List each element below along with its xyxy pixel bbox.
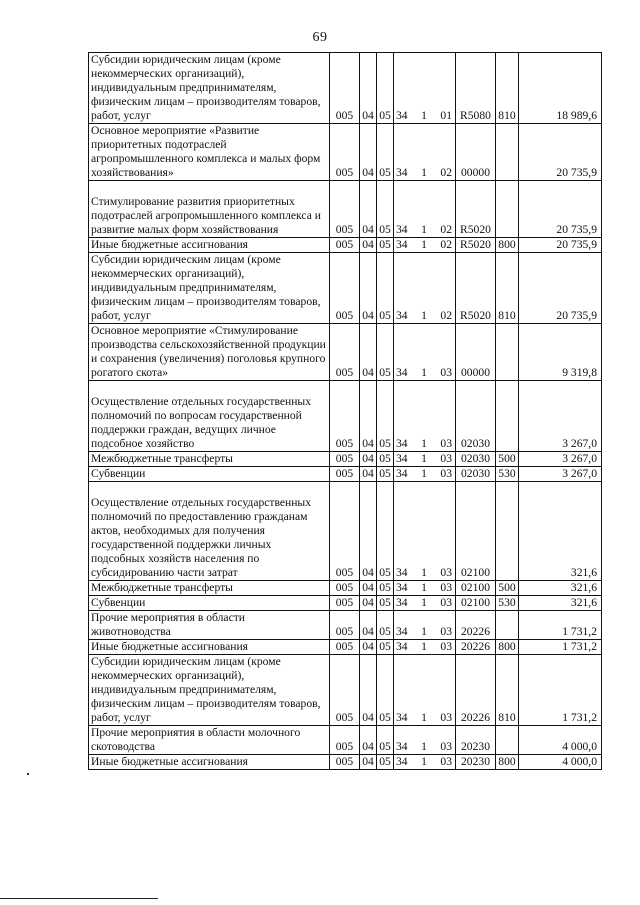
- table-row: [89, 596, 602, 611]
- row-vr-cell: 810: [496, 655, 519, 726]
- row-rz-cell: 04: [360, 381, 377, 452]
- row-csr-part-p2: 1: [421, 581, 427, 594]
- row-pr-cell: 05: [377, 381, 394, 452]
- row-gr-cell: 005: [330, 655, 360, 726]
- row-csr-cell: [394, 381, 456, 452]
- row-csr-cell: [394, 640, 456, 655]
- table-row: [89, 181, 602, 238]
- row-name-cell: Прочие мероприятия в области животноводства: [89, 611, 330, 640]
- row-sum-cell: 20 735,9: [519, 253, 602, 324]
- row-vr-cell: 500: [496, 581, 519, 596]
- row-vr-cell: 530: [496, 596, 519, 611]
- row-gr-cell: 005: [330, 726, 360, 755]
- row-csr-part-p2: 1: [421, 755, 427, 768]
- row-csr-part-p1: 34: [396, 581, 408, 594]
- row-vr-cell: [496, 482, 519, 581]
- row-pr-cell: 05: [377, 482, 394, 581]
- row-csr-cell: [394, 596, 456, 611]
- row-rz-cell: 04: [360, 124, 377, 181]
- row-csr-part-p2: 1: [421, 366, 427, 379]
- row-name-cell: Межбюджетные трансферты: [89, 581, 330, 596]
- row-pr-cell: 05: [377, 238, 394, 253]
- row-csr-part-p3: 03: [440, 740, 452, 753]
- row-vr-cell: 500: [496, 452, 519, 467]
- row-csr-cell: [394, 124, 456, 181]
- row-sum-cell: 1 731,2: [519, 611, 602, 640]
- row-csr-cell: [394, 581, 456, 596]
- row-sum-cell: 18 989,6: [519, 53, 602, 124]
- row-vr-cell: [496, 124, 519, 181]
- row-gr-cell: 005: [330, 181, 360, 238]
- row-csr-cell: [394, 482, 456, 581]
- row-csr-part-p1: 34: [396, 452, 408, 465]
- row-csr-part-p3: 03: [440, 711, 452, 724]
- row-pr-cell: 05: [377, 324, 394, 381]
- row-rz-cell: 04: [360, 726, 377, 755]
- row-csr-part-p1: 34: [396, 740, 408, 753]
- row-csr-part-p3: 03: [440, 581, 452, 594]
- row-csr-part-p2: 1: [421, 740, 427, 753]
- row-pr-cell: 05: [377, 181, 394, 238]
- row-name-cell: Иные бюджетные ассигнования: [89, 238, 330, 253]
- row-gr-cell: 005: [330, 124, 360, 181]
- table-row: [89, 452, 602, 467]
- row-vr-cell: 800: [496, 238, 519, 253]
- row-rz-cell: 04: [360, 581, 377, 596]
- row-gr-cell: 005: [330, 596, 360, 611]
- row-csr-cell: [394, 452, 456, 467]
- row-name-cell: Межбюджетные трансферты: [89, 452, 330, 467]
- row-pr-cell: 05: [377, 755, 394, 770]
- row-vr-cell: 810: [496, 53, 519, 124]
- table-row: [89, 655, 602, 726]
- row-csr-part-p3: 03: [440, 596, 452, 609]
- row-csr-part-p3: 03: [440, 566, 452, 579]
- table-row: [89, 482, 602, 581]
- row-csr-part-p3: 03: [440, 467, 452, 480]
- row-csr-part-p1: 34: [396, 309, 408, 322]
- row-csr-code-cell: 02030: [456, 467, 496, 482]
- row-csr-code-cell: 20230: [456, 755, 496, 770]
- row-name-cell: Осуществление отдельных государственных полномочий по вопросам государственной поддержки граждан, ведущих личное подсобное хозяйство: [89, 381, 330, 452]
- row-csr-cell: [394, 181, 456, 238]
- row-rz-cell: 04: [360, 181, 377, 238]
- row-name-cell: Субсидии юридическим лицам (кроме некоммерческих организаций), индивидуальным предпринимателям, физическим лицам – производителям товаров, работ, услуг: [89, 655, 330, 726]
- row-csr-part-p3: 03: [440, 640, 452, 653]
- row-csr-part-p3: 03: [440, 366, 452, 379]
- row-csr-part-p1: 34: [396, 109, 408, 122]
- row-csr-cell: [394, 324, 456, 381]
- row-csr-cell: [394, 238, 456, 253]
- row-vr-cell: [496, 381, 519, 452]
- row-csr-part-p1: 34: [396, 223, 408, 236]
- row-sum-cell: 4 000,0: [519, 726, 602, 755]
- row-csr-code-cell: R5020: [456, 238, 496, 253]
- row-csr-cell: [394, 253, 456, 324]
- row-csr-cell: [394, 726, 456, 755]
- table-row: [89, 324, 602, 381]
- row-csr-part-p1: 34: [396, 755, 408, 768]
- row-csr-part-p1: 34: [396, 166, 408, 179]
- row-name-cell: Основное мероприятие «Развитие приоритетных подотраслей агропромышленного комплекса и малых форм хозяйствования»: [89, 124, 330, 181]
- table-row: [89, 238, 602, 253]
- row-rz-cell: 04: [360, 452, 377, 467]
- table-row: [89, 253, 602, 324]
- row-csr-code-cell: 00000: [456, 324, 496, 381]
- row-csr-code-cell: 02100: [456, 581, 496, 596]
- row-name-cell: Субсидии юридическим лицам (кроме некоммерческих организаций), индивидуальным предпринимателям, физическим лицам – производителям товаров, работ, услуг: [89, 53, 330, 124]
- row-vr-cell: 800: [496, 755, 519, 770]
- row-csr-part-p2: 1: [421, 223, 427, 236]
- table-row: [89, 581, 602, 596]
- table-row: [89, 467, 602, 482]
- row-csr-code-cell: R5080: [456, 53, 496, 124]
- row-name-cell: Субвенции: [89, 467, 330, 482]
- row-rz-cell: 04: [360, 655, 377, 726]
- table-row: [89, 381, 602, 452]
- row-csr-part-p2: 1: [421, 566, 427, 579]
- row-pr-cell: 05: [377, 467, 394, 482]
- row-vr-cell: 810: [496, 253, 519, 324]
- row-name-cell: Субвенции: [89, 596, 330, 611]
- row-csr-part-p3: 01: [440, 109, 452, 122]
- row-pr-cell: 05: [377, 611, 394, 640]
- row-csr-part-p2: 1: [421, 309, 427, 322]
- table-row: [89, 726, 602, 755]
- row-csr-code-cell: 02100: [456, 482, 496, 581]
- row-csr-part-p1: 34: [396, 596, 408, 609]
- row-csr-part-p3: 03: [440, 437, 452, 450]
- row-csr-code-cell: 20226: [456, 640, 496, 655]
- row-pr-cell: 05: [377, 452, 394, 467]
- row-csr-part-p2: 1: [421, 437, 427, 450]
- row-csr-part-p1: 34: [396, 238, 408, 251]
- row-gr-cell: 005: [330, 755, 360, 770]
- row-csr-part-p3: 03: [440, 452, 452, 465]
- row-pr-cell: 05: [377, 640, 394, 655]
- row-vr-cell: [496, 726, 519, 755]
- row-rz-cell: 04: [360, 324, 377, 381]
- row-csr-part-p2: 1: [421, 467, 427, 480]
- row-sum-cell: 3 267,0: [519, 381, 602, 452]
- row-gr-cell: 005: [330, 467, 360, 482]
- row-csr-part-p3: 02: [440, 223, 452, 236]
- row-csr-part-p2: 1: [421, 166, 427, 179]
- row-csr-code-cell: 20226: [456, 611, 496, 640]
- row-name-cell: Субсидии юридическим лицам (кроме некоммерческих организаций), индивидуальным предпринимателям, физическим лицам – производителям товаров, работ, услуг: [89, 253, 330, 324]
- bottom-rule: [0, 898, 158, 899]
- row-vr-cell: 530: [496, 467, 519, 482]
- row-gr-cell: 005: [330, 238, 360, 253]
- row-sum-cell: 321,6: [519, 482, 602, 581]
- row-csr-code-cell: R5020: [456, 181, 496, 238]
- row-csr-code-cell: 02100: [456, 596, 496, 611]
- row-csr-code-cell: 02030: [456, 452, 496, 467]
- row-rz-cell: 04: [360, 611, 377, 640]
- row-sum-cell: 3 267,0: [519, 467, 602, 482]
- row-sum-cell: 9 319,8: [519, 324, 602, 381]
- row-pr-cell: 05: [377, 726, 394, 755]
- row-vr-cell: [496, 181, 519, 238]
- row-csr-code-cell: 20230: [456, 726, 496, 755]
- budget-table: [88, 52, 602, 770]
- row-csr-part-p1: 34: [396, 366, 408, 379]
- row-csr-code-cell: 02030: [456, 381, 496, 452]
- row-name-cell: Иные бюджетные ассигнования: [89, 755, 330, 770]
- row-csr-cell: [394, 611, 456, 640]
- row-csr-part-p2: 1: [421, 452, 427, 465]
- row-sum-cell: 20 735,9: [519, 181, 602, 238]
- row-rz-cell: 04: [360, 640, 377, 655]
- row-rz-cell: 04: [360, 755, 377, 770]
- row-sum-cell: 321,6: [519, 596, 602, 611]
- row-vr-cell: [496, 324, 519, 381]
- row-csr-part-p3: 03: [440, 625, 452, 638]
- row-csr-code-cell: 20226: [456, 655, 496, 726]
- row-csr-cell: [394, 655, 456, 726]
- row-gr-cell: 005: [330, 253, 360, 324]
- table-row: [89, 640, 602, 655]
- row-csr-part-p3: 02: [440, 166, 452, 179]
- table-row: [89, 611, 602, 640]
- row-pr-cell: 05: [377, 581, 394, 596]
- table-row: [89, 53, 602, 124]
- row-csr-part-p1: 34: [396, 640, 408, 653]
- row-sum-cell: 4 000,0: [519, 755, 602, 770]
- row-csr-cell: [394, 755, 456, 770]
- row-csr-part-p3: 03: [440, 755, 452, 768]
- row-csr-part-p2: 1: [421, 596, 427, 609]
- row-rz-cell: 04: [360, 482, 377, 581]
- row-name-cell: Основное мероприятие «Стимулирование производства сельскохозяйственной продукции и сохранения (увеличения) поголовья крупного рогатого скота»: [89, 324, 330, 381]
- row-csr-part-p2: 1: [421, 640, 427, 653]
- table-body: [89, 53, 602, 770]
- row-gr-cell: 005: [330, 53, 360, 124]
- row-pr-cell: 05: [377, 253, 394, 324]
- row-name-cell: Иные бюджетные ассигнования: [89, 640, 330, 655]
- row-gr-cell: 005: [330, 452, 360, 467]
- row-csr-part-p2: 1: [421, 109, 427, 122]
- row-csr-part-p3: 02: [440, 309, 452, 322]
- row-rz-cell: 04: [360, 53, 377, 124]
- row-pr-cell: 05: [377, 124, 394, 181]
- row-rz-cell: 04: [360, 596, 377, 611]
- row-sum-cell: 1 731,2: [519, 655, 602, 726]
- row-pr-cell: 05: [377, 655, 394, 726]
- row-csr-part-p1: 34: [396, 711, 408, 724]
- row-csr-part-p1: 34: [396, 437, 408, 450]
- margin-mark: [27, 773, 29, 775]
- row-gr-cell: 005: [330, 381, 360, 452]
- row-vr-cell: [496, 611, 519, 640]
- row-rz-cell: 04: [360, 238, 377, 253]
- row-sum-cell: 1 731,2: [519, 640, 602, 655]
- table-row: [89, 124, 602, 181]
- row-rz-cell: 04: [360, 253, 377, 324]
- row-csr-part-p2: 1: [421, 711, 427, 724]
- row-gr-cell: 005: [330, 640, 360, 655]
- row-sum-cell: 20 735,9: [519, 124, 602, 181]
- row-csr-cell: [394, 53, 456, 124]
- row-pr-cell: 05: [377, 53, 394, 124]
- row-sum-cell: 321,6: [519, 581, 602, 596]
- row-pr-cell: 05: [377, 596, 394, 611]
- row-gr-cell: 005: [330, 581, 360, 596]
- row-csr-part-p1: 34: [396, 566, 408, 579]
- table-row: [89, 755, 602, 770]
- row-vr-cell: 800: [496, 640, 519, 655]
- row-gr-cell: 005: [330, 611, 360, 640]
- row-rz-cell: 04: [360, 467, 377, 482]
- page-number: 69: [312, 30, 328, 45]
- row-name-cell: Стимулирование развития приоритетных подотраслей агропромышленного комплекса и развитие малых форм хозяйствования: [89, 181, 330, 238]
- row-csr-cell: [394, 467, 456, 482]
- row-gr-cell: 005: [330, 482, 360, 581]
- row-csr-part-p1: 34: [396, 467, 408, 480]
- row-csr-code-cell: R5020: [456, 253, 496, 324]
- row-csr-part-p1: 34: [396, 625, 408, 638]
- row-sum-cell: 3 267,0: [519, 452, 602, 467]
- row-csr-code-cell: 00000: [456, 124, 496, 181]
- row-name-cell: Осуществление отдельных государственных полномочий по предоставлению гражданам актов, необходимых для получения государственной поддержки личных подсобных хозяйств населения по субсидированию части затрат: [89, 482, 330, 581]
- row-gr-cell: 005: [330, 324, 360, 381]
- row-sum-cell: 20 735,9: [519, 238, 602, 253]
- row-name-cell: Прочие мероприятия в области молочного скотоводства: [89, 726, 330, 755]
- row-csr-part-p2: 1: [421, 238, 427, 251]
- row-csr-part-p2: 1: [421, 625, 427, 638]
- row-csr-part-p3: 02: [440, 238, 452, 251]
